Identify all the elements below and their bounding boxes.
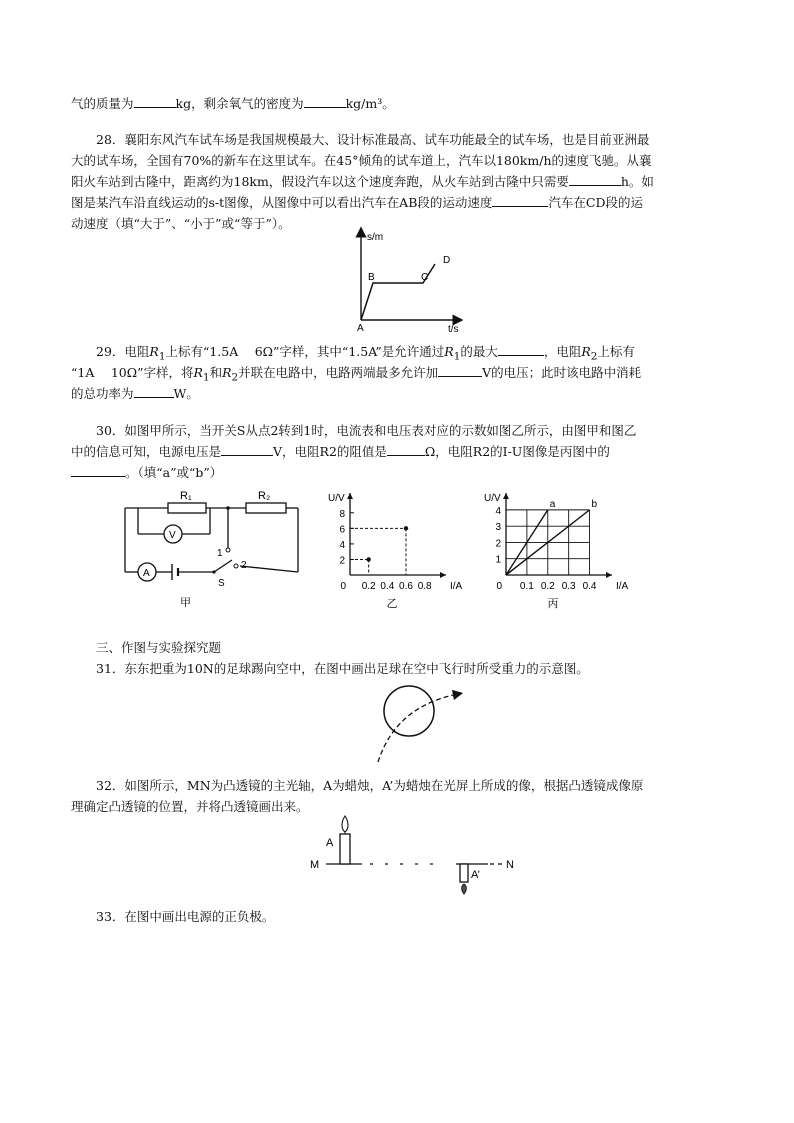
circuit-diagram — [118, 488, 308, 613]
x-axis-label: I/A — [450, 581, 463, 592]
football-figure — [366, 676, 476, 768]
contact-1-label: 1 — [217, 548, 223, 559]
y-tick-label: 2 — [495, 538, 501, 550]
q29-text: 并联在电路中，电路两端最多允许加 — [238, 365, 439, 380]
q28-line-1: 28．襄阳东风汽车试车场是我国规模最大、设计标准最高、试车功能最全的试车场，也是目前亚洲最 — [96, 132, 650, 147]
origin-label: 0 — [340, 581, 346, 592]
candle-a — [340, 834, 350, 864]
q30-text: 。（填“a”或“b”） — [125, 465, 223, 480]
y-tick-label: 2 — [339, 555, 345, 567]
y-tick-label: 3 — [495, 522, 501, 534]
y-tick-label: 8 — [339, 508, 345, 520]
data-point — [366, 557, 370, 561]
chart-caption: 丙 — [547, 598, 559, 610]
r1-label: R₁ — [180, 490, 192, 502]
q28-text-3b: h。如 — [620, 174, 654, 189]
q28-line-5: 动速度（填“大于”、“小于”或“等于”）。 — [71, 216, 291, 231]
r2-resistor — [246, 503, 286, 513]
q29-blank-power[interactable] — [134, 384, 174, 398]
q29-sub: 1 — [453, 350, 461, 363]
q31-text: 31．东东把重为10N的足球踢向空中，在图中画出足球在空中飞行时所受重力的示意图。 — [96, 661, 589, 676]
q30-text: V，电阻R2的阻值是 — [273, 444, 387, 459]
x-tick-label: 0.3 — [561, 581, 576, 592]
chart-yi — [310, 488, 465, 613]
x-axis-arrow — [606, 572, 612, 578]
q29-r-symbol: R — [444, 344, 454, 359]
x-tick-label: 0.6 — [399, 581, 413, 592]
q29-text: 的最大 — [460, 344, 498, 359]
q28-line-3 — [71, 172, 654, 192]
label-a: A — [326, 837, 334, 849]
st-xlabel: t/s — [448, 324, 459, 335]
label-m: M — [310, 859, 320, 871]
y-tick-label: 4 — [339, 539, 345, 551]
q29-text: 上标有“1.5A 6Ω”字样，其中“1.5A”是允许通过 — [165, 344, 445, 359]
q29-r-symbol: R — [149, 344, 159, 359]
st-point-d: D — [443, 255, 451, 266]
q32-line-1: 32．如图所示，MN为凸透镜的主光轴，A为蜡烛，A’为蜡烛在光屏上所成的像，根据凸透镜成像原 — [96, 778, 644, 793]
x-tick-label: 0.4 — [380, 581, 395, 592]
switch-label: S — [218, 578, 225, 589]
q27-line — [71, 94, 395, 114]
x-tick-label: 0.2 — [540, 581, 555, 592]
image-flame-icon — [462, 884, 467, 894]
circuit-caption: 甲 — [180, 597, 191, 609]
voltmeter-label: V — [169, 530, 176, 541]
contact-2-label: 2 — [241, 560, 247, 571]
q30-text: Ω，电阻R2的I-U图像是丙图中的 — [424, 444, 610, 459]
q30-line-1: 30．如图甲所示，当开关S从点2转到1时，电流表和电压表对应的示数如图乙所示，由图甲和图乙 — [96, 423, 637, 438]
y-tick-label: 4 — [495, 505, 501, 517]
q30-line-2 — [71, 442, 610, 462]
q29-blank-current[interactable] — [498, 342, 544, 356]
q27-blank-1[interactable] — [134, 94, 176, 108]
chart-caption: 乙 — [386, 598, 398, 610]
st-point-a: A — [357, 323, 364, 334]
q30-text: 中的信息可知，电源电压是 — [71, 444, 222, 459]
x-tick-label: 0.2 — [361, 581, 376, 592]
y-axis-label: U/V — [328, 493, 345, 504]
q27-text-1: 气的质量为 — [71, 96, 134, 111]
origin-label: 0 — [496, 581, 502, 592]
y-axis-arrow — [347, 493, 353, 499]
q29-sub: 2 — [231, 371, 239, 384]
label-a-image: A’ — [471, 869, 480, 881]
q33-text: 33．在图中画出电源的正负极。 — [96, 909, 275, 924]
y-tick-label: 1 — [495, 554, 501, 566]
football — [384, 686, 434, 736]
q29-sub: 1 — [158, 350, 166, 363]
q28-text-4b: 汽车在CD段的运 — [548, 195, 643, 210]
series-label-b: b — [591, 498, 598, 510]
q29-text: V的电压；此时该电路中消耗 — [482, 365, 642, 380]
r2-label: R₂ — [258, 490, 271, 502]
y-tick-label: 6 — [339, 524, 345, 536]
y-axis-arrow — [503, 493, 509, 499]
ammeter-label: A — [143, 568, 150, 579]
q29-r-symbol: R — [581, 344, 591, 359]
q29-text: 的总功率为 — [71, 386, 134, 401]
q30-blank-resistance[interactable] — [387, 442, 425, 456]
x-tick-label: 0.4 — [582, 581, 597, 592]
y-axis-label: U/V — [484, 493, 501, 504]
q30-line-3 — [71, 463, 222, 483]
x-axis-label: I/A — [616, 581, 629, 592]
series-label-a: a — [549, 498, 556, 510]
q30-blank-voltage[interactable] — [221, 442, 273, 456]
candle-image — [460, 864, 468, 882]
q29-blank-voltage[interactable] — [438, 363, 482, 377]
q29-text: “1A 10Ω”字样，将 — [71, 365, 194, 380]
candle-flame-icon — [342, 816, 348, 832]
st-point-b: B — [368, 272, 375, 283]
q32-line-2: 理确定凸透镜的位置，并将凸透镜画出来。 — [71, 799, 309, 814]
q28-text-4a: 图是某汽车沿直线运动的s-t图像，从图像中可以看出汽车在AB段的运动速度 — [71, 195, 493, 210]
q29-text: 和 — [209, 365, 223, 380]
st-graph — [340, 226, 470, 336]
q29-text: 29．电阻 — [96, 344, 150, 359]
contact-2 — [234, 564, 238, 568]
q28-blank-compare[interactable] — [492, 193, 548, 207]
contact-1 — [226, 548, 230, 552]
switch-pivot — [212, 570, 215, 573]
data-point — [404, 526, 408, 530]
q28-line-2: 大的试车场，全国有70%的新车在这里试车。在45°倾角的试车道上，汽车以180km/h的速度飞驰。从襄 — [71, 153, 652, 168]
q28-blank-time[interactable] — [569, 172, 621, 186]
q30-blank-graph[interactable] — [71, 463, 125, 477]
q29-r-symbol: R — [193, 365, 203, 380]
st-point-c: C — [421, 272, 429, 283]
q27-text-2: kg，剩余氧气的密度为 — [175, 96, 304, 111]
q29-text: 上标有 — [597, 344, 635, 359]
q28-text-3a: 阳火车站到古隆中，距离约为18km，假设汽车以这个速度奔跑，从火车站到古隆中只需要 — [71, 174, 569, 189]
junction-dot — [226, 506, 230, 510]
q28-line-4 — [71, 193, 643, 213]
st-ylabel: s/m — [367, 232, 384, 243]
chart-bing — [478, 488, 638, 613]
q27-blank-2[interactable] — [304, 94, 346, 108]
q29-text: ，电阻 — [543, 344, 582, 359]
x-tick-label: 0.8 — [417, 581, 432, 592]
x-axis-arrow — [440, 572, 446, 578]
lens-figure — [306, 812, 526, 902]
q29-r-symbol: R — [222, 365, 232, 380]
r1-resistor — [168, 503, 206, 513]
x-tick-label: 0.1 — [519, 581, 534, 592]
q27-text-3: kg/m³。 — [345, 96, 395, 111]
section-3-heading: 三、作图与实验探究题 — [96, 640, 222, 655]
label-n: N — [506, 859, 514, 871]
q29-line-3 — [71, 384, 199, 404]
q29-sub: 2 — [590, 350, 598, 363]
q29-sub: 1 — [202, 371, 210, 384]
q29-text: W。 — [173, 386, 199, 401]
